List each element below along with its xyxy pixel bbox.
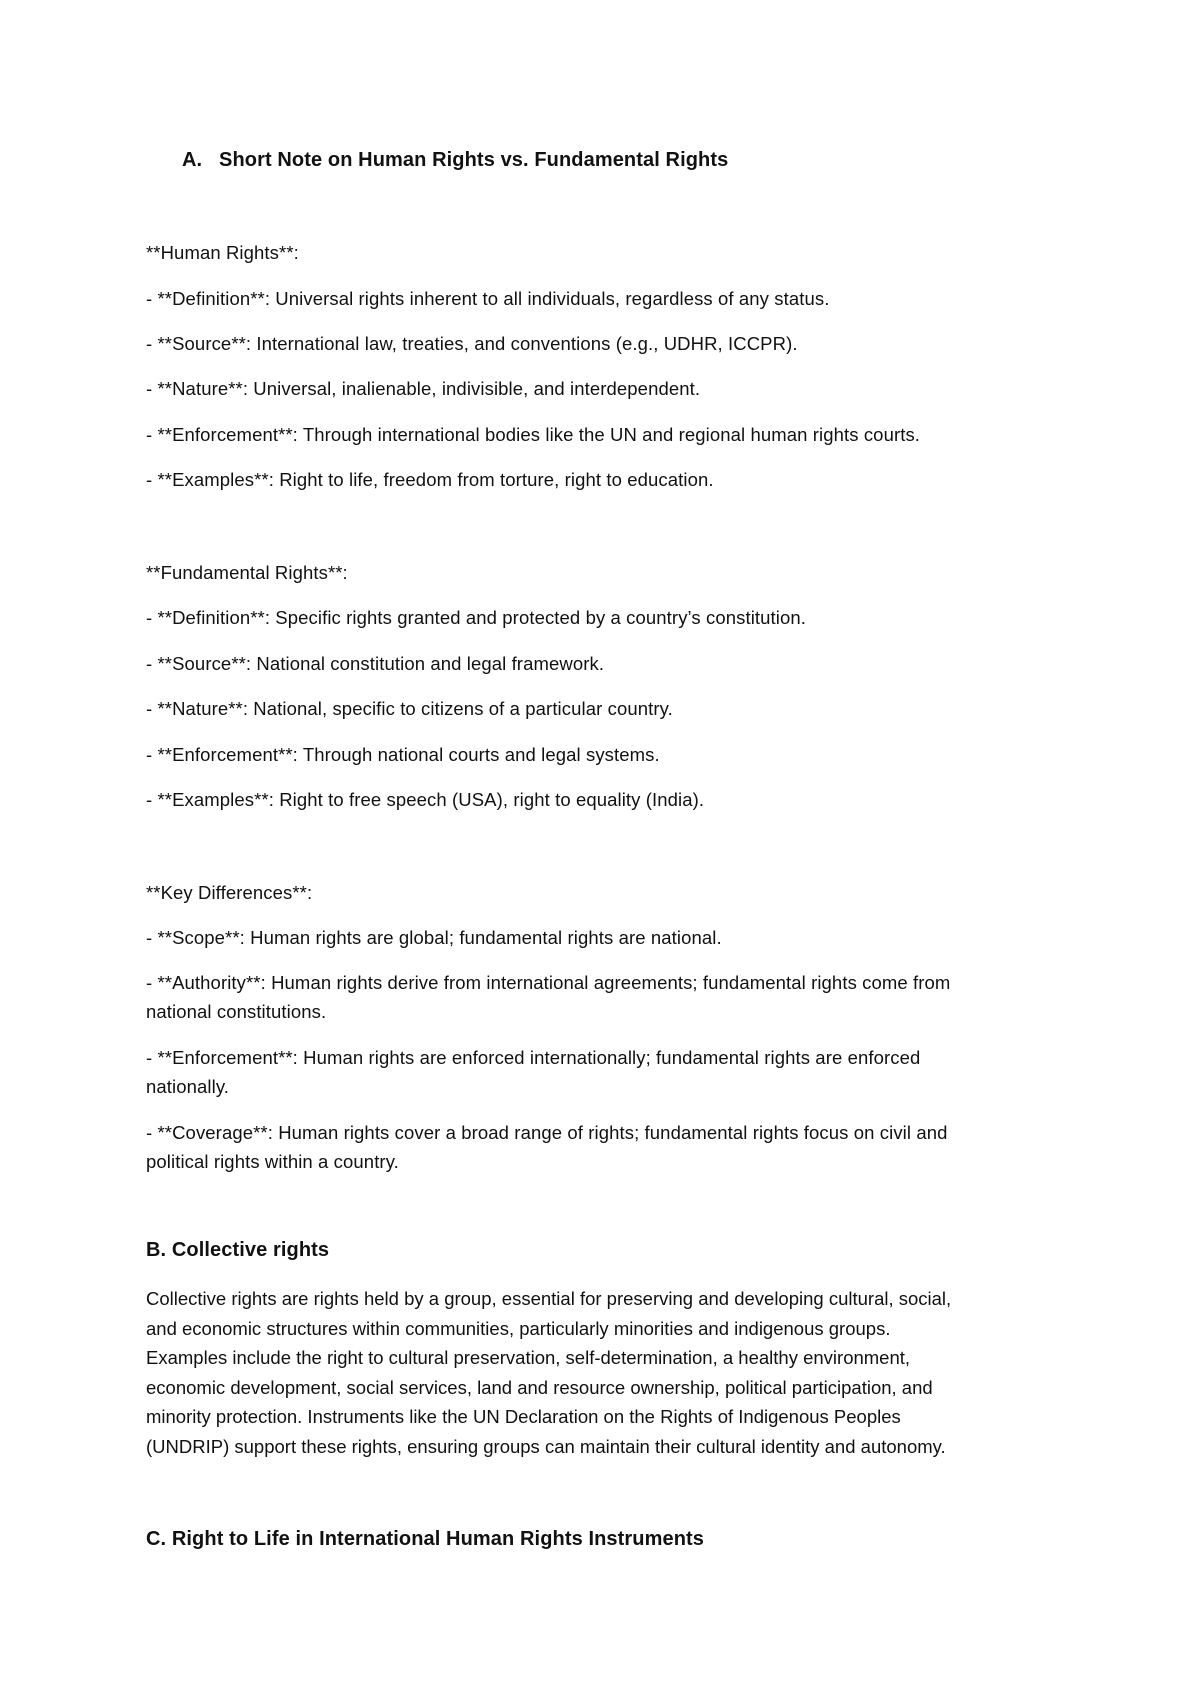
human-rights-label: **Human Rights**: <box>146 242 299 263</box>
fundamental-rights-label: **Fundamental Rights**: <box>146 562 348 583</box>
paragraph-line: economic development, social services, land and resource ownership, political participation, and <box>146 1376 933 1398</box>
human-rights-enforcement: - **Enforcement**: Through international bodies like the UN and regional human rights courts. <box>146 424 921 445</box>
fundamental-rights-examples: - **Examples**: Right to free speech (USA), right to equality (India). <box>146 789 705 810</box>
paragraph-line: Collective rights are rights held by a group, essential for preserving and developing cultural, social, <box>146 1288 952 1309</box>
fundamental-rights-definition: - **Definition**: Specific rights granted and protected by a country’s constitution. <box>146 607 807 628</box>
key-differences-enforcement-line1: - **Enforcement**: Human rights are enforced internationally; fundamental rights are enforced <box>146 1047 921 1068</box>
heading-b: B. Collective rights <box>146 1239 330 1261</box>
paragraph-line: Examples include the right to cultural preservation, self-determination, a healthy environment, <box>146 1347 911 1368</box>
human-rights-examples: - **Examples**: Right to life, freedom from torture, right to education. <box>146 469 714 490</box>
human-rights-definition: - **Definition**: Universal rights inherent to all individuals, regardless of any status. <box>146 288 830 309</box>
key-differences-enforcement-line2: nationally. <box>146 1076 230 1097</box>
fundamental-rights-nature: - **Nature**: National, specific to citizens of a particular country. <box>146 698 673 719</box>
key-differences-coverage-line2: political rights within a country. <box>146 1151 399 1172</box>
fundamental-rights-source: - **Source**: National constitution and legal framework. <box>146 653 605 674</box>
human-rights-source: - **Source**: International law, treaties, and conventions (e.g., UDHR, ICCPR). <box>146 333 798 354</box>
paragraph-line: (UNDRIP) support these rights, ensuring groups can maintain their cultural identity and autonomy. <box>146 1435 946 1457</box>
fundamental-rights-enforcement: - **Enforcement**: Through national courts and legal systems. <box>146 744 660 765</box>
heading-a-marker: A. <box>182 149 203 171</box>
key-differences-label: **Key Differences**: <box>146 882 313 903</box>
paragraph-line: and economic structures within communities, particularly minorities and indigenous groups. <box>146 1317 891 1339</box>
collective-rights-paragraph <box>146 1284 1086 1461</box>
heading-c: C. Right to Life in International Human Rights Instruments <box>146 1528 705 1550</box>
key-differences-scope: - **Scope**: Human rights are global; fundamental rights are national. <box>146 927 722 948</box>
key-differences-coverage-line1: - **Coverage**: Human rights cover a broad range of rights; fundamental rights focus on civil and <box>146 1122 948 1143</box>
heading-a-text: Short Note on Human Rights vs. Fundamental Rights <box>219 149 729 171</box>
paragraph-line: minority protection. Instruments like the UN Declaration on the Rights of Indigenous Peoples <box>146 1406 901 1427</box>
key-differences-authority-line1: - **Authority**: Human rights derive from international agreements; fundamental rights come from <box>146 972 951 993</box>
human-rights-nature: - **Nature**: Universal, inalienable, indivisible, and interdependent. <box>146 378 701 399</box>
key-differences-authority-line2: national constitutions. <box>146 1001 327 1022</box>
